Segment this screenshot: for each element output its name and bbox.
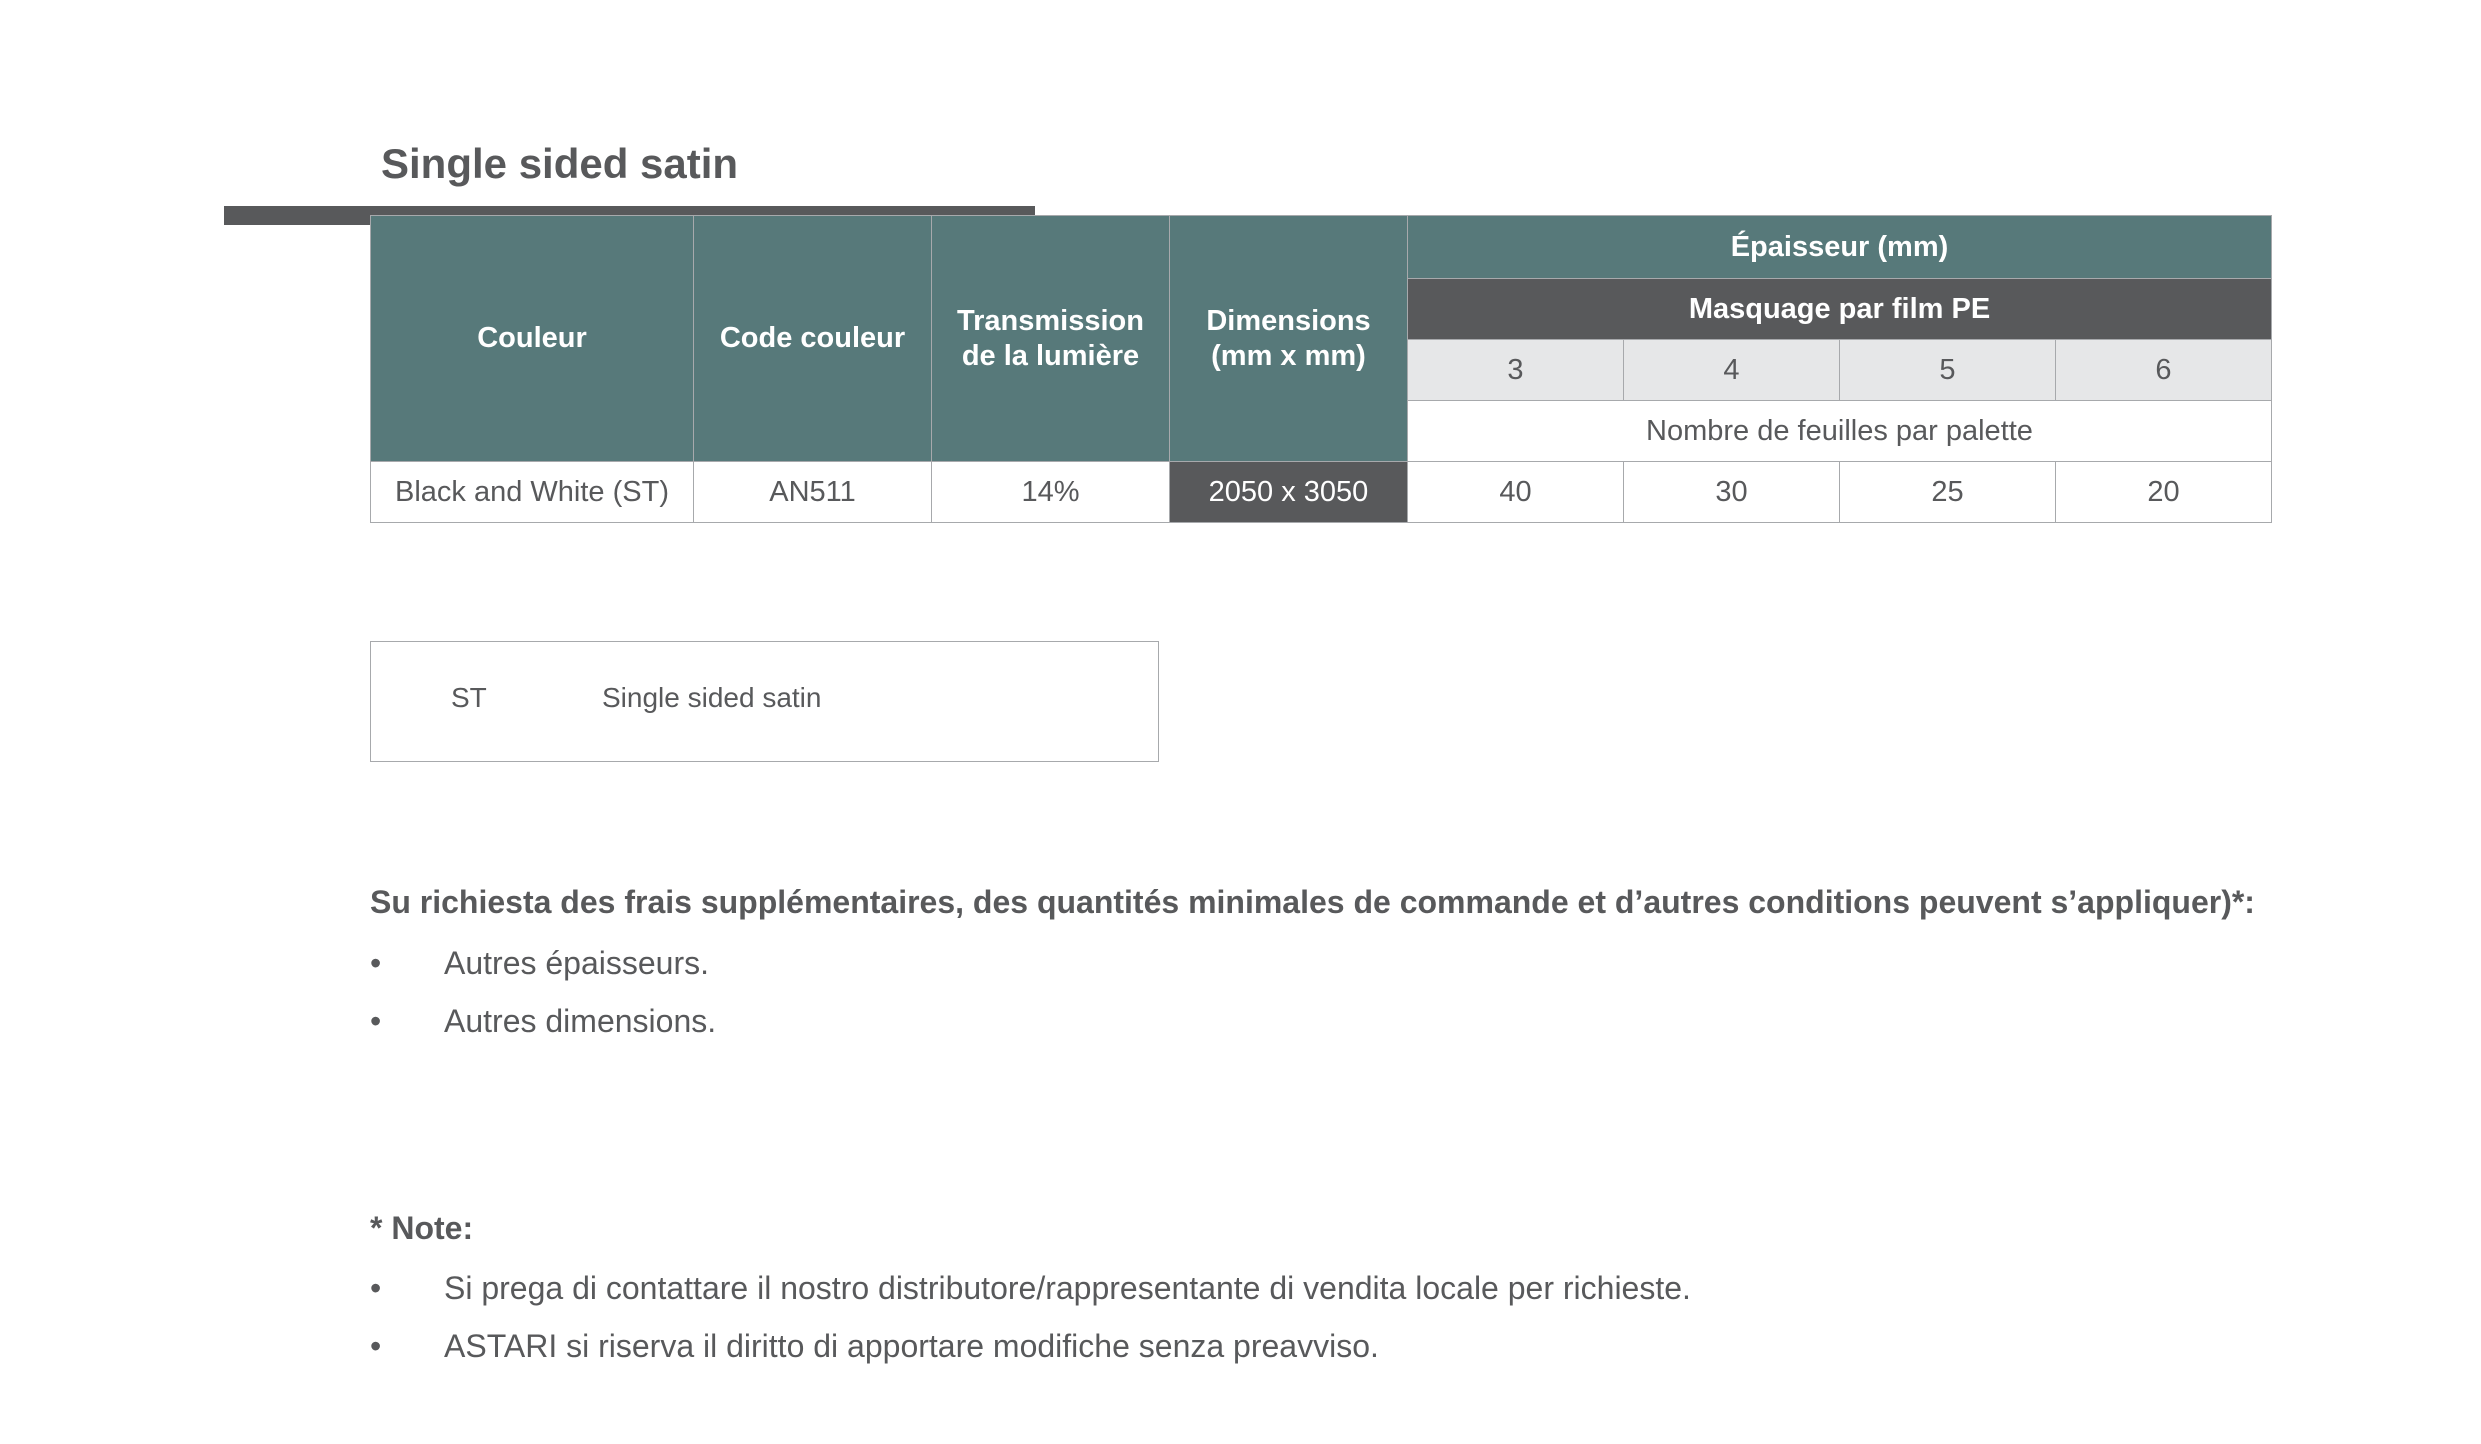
- header-couleur: Couleur: [371, 216, 694, 462]
- header-masquage: Masquage par film PE: [1408, 279, 2272, 340]
- header-code-couleur: Code couleur: [694, 216, 932, 462]
- cell-code: AN511: [694, 462, 932, 523]
- bullet-icon: •: [370, 1328, 382, 1364]
- header-thickness-3: 3: [1408, 340, 1624, 401]
- cell-transmission: 14%: [932, 462, 1170, 523]
- header-epaisseur: Épaisseur (mm): [1408, 216, 2272, 279]
- cell-sheets-5: 25: [1840, 462, 2056, 523]
- cell-sheets-3: 40: [1408, 462, 1624, 523]
- cell-sheets-4: 30: [1624, 462, 1840, 523]
- note-item-2: ASTARI si riserva il diritto di apportare modifiche senza preavviso.: [444, 1328, 1379, 1364]
- table-row: [371, 462, 2272, 523]
- header-dimensions-line2: (mm x mm): [1211, 339, 1366, 372]
- header-thickness-6: 6: [2056, 340, 2272, 401]
- bullet-icon: •: [370, 1003, 382, 1039]
- header-transmission: [932, 216, 1170, 462]
- legend-code: ST: [451, 682, 487, 713]
- header-sheets-per-pallet: Nombre de feuilles par palette: [1408, 401, 2272, 462]
- conditions-heading: Su richiesta des frais supplémentaires, des quantités minimales de commande et d’autres conditions peuvent s’appliquer)*:: [370, 884, 2255, 920]
- legend-description: Single sided satin: [602, 682, 822, 713]
- conditions-item-1: Autres épaisseurs.: [444, 945, 710, 981]
- conditions-item-2: Autres dimensions.: [444, 1003, 717, 1039]
- header-transmission-line1: Transmission: [957, 304, 1144, 337]
- bullet-icon: •: [370, 945, 382, 981]
- cell-dimensions: 2050 x 3050: [1170, 462, 1408, 523]
- cell-couleur: Black and White (ST): [371, 462, 694, 523]
- legend-box: [370, 641, 1159, 762]
- bullet-icon: •: [370, 1270, 382, 1306]
- header-thickness-5: 5: [1840, 340, 2056, 401]
- page-title: Single sided satin: [381, 140, 739, 187]
- note-heading: * Note:: [370, 1210, 474, 1246]
- header-thickness-4: 4: [1624, 340, 1840, 401]
- header-transmission-line2: de la lumière: [961, 339, 1140, 372]
- cell-sheets-6: 20: [2056, 462, 2272, 523]
- header-dimensions: [1170, 216, 1408, 462]
- note-item-1: Si prega di contattare il nostro distributore/rappresentante di vendita locale per richieste.: [444, 1270, 1691, 1306]
- product-spec-table: [370, 215, 2272, 523]
- header-dimensions-line1: Dimensions: [1206, 304, 1371, 337]
